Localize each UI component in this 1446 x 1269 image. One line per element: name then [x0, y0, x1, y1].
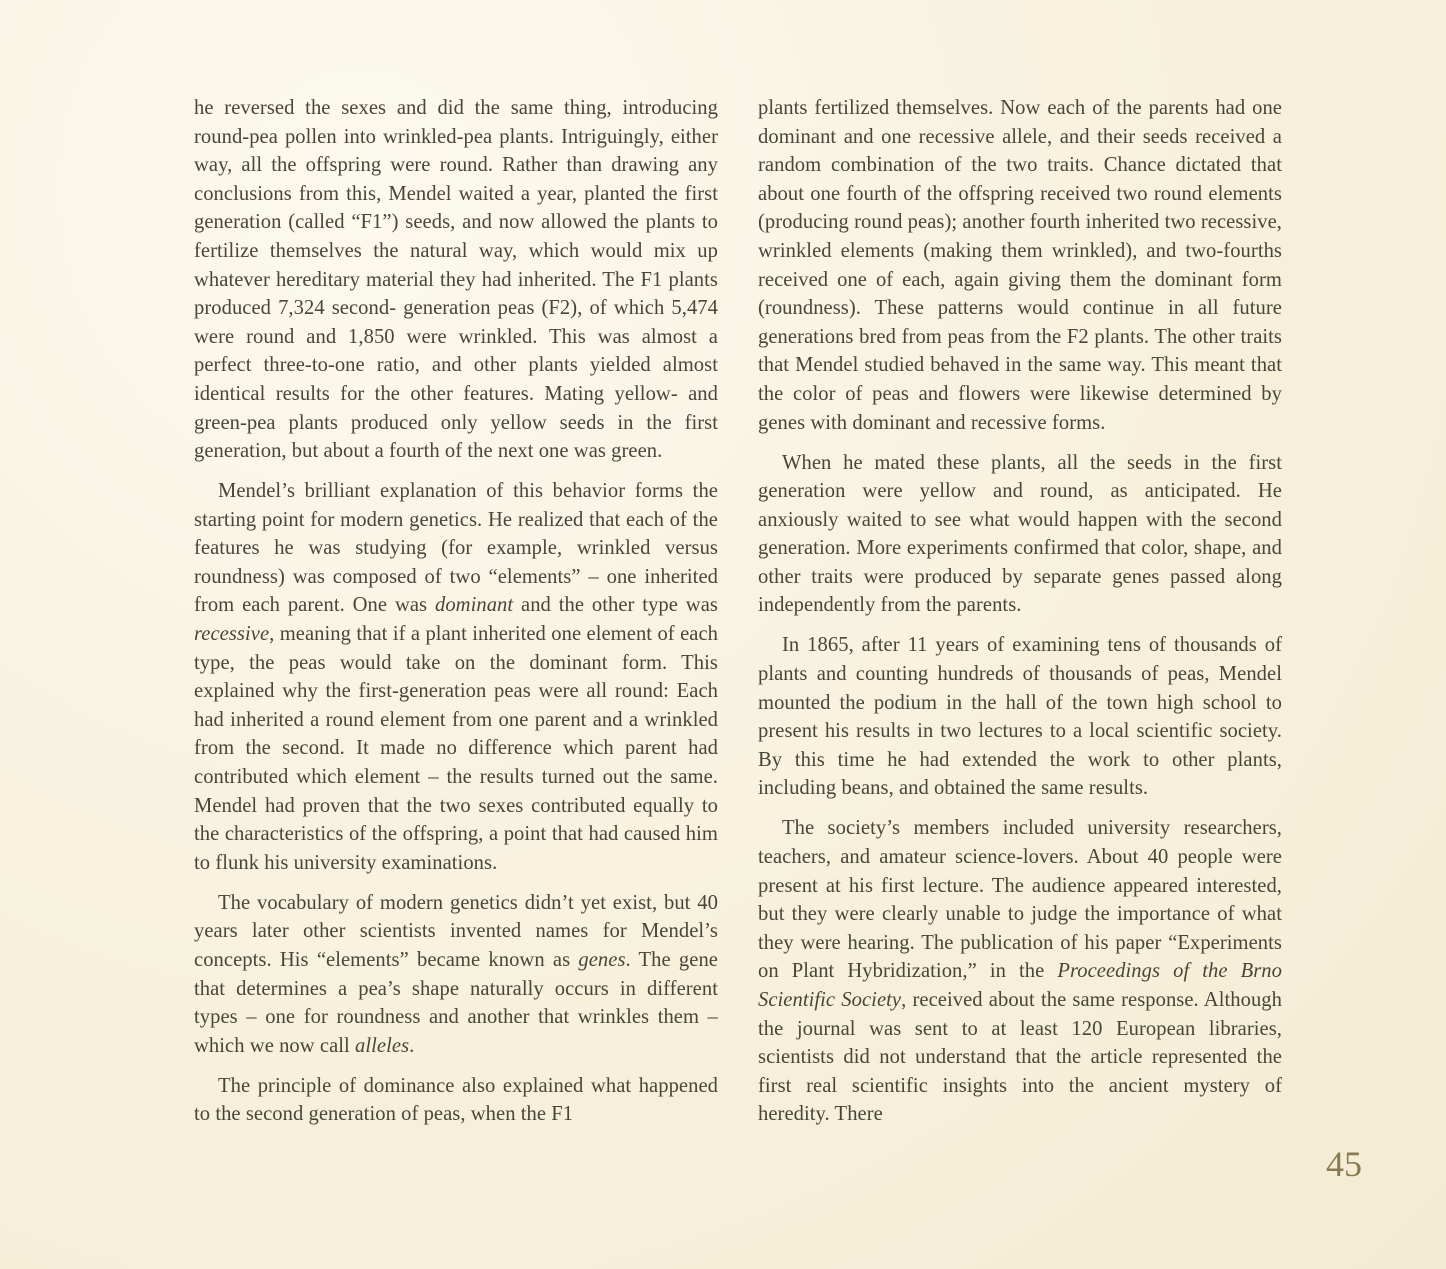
- paragraph-text: When he mated these plants, all the seeds in the first generation were yellow and round, as anticipated. He anxiously waited to see what would happen with the second generation. More experiments confirmed that color, shape, and other traits were produced by separate genes passed along independently from the parents.: [758, 451, 1282, 617]
- paragraph-dominance: [194, 1072, 718, 1129]
- paragraph-1865: [758, 631, 1282, 803]
- paragraph-mendel-explanation: [194, 477, 718, 877]
- journal-title: Proceedings of the Brno Scientific Society: [758, 960, 1282, 1011]
- term-recessive: recessive: [194, 623, 270, 646]
- paragraph-text: In 1865, after 11 years of examining tens of thousands of plants and counting hundreds of thousands of peas, Mendel mounted the podium in the hall of the town high school to present his results in two lectures to a local scientific society. By this time he had extended the work to other plants, including beans, and obtained the same results.: [758, 634, 1282, 800]
- left-text-column: [194, 94, 718, 1140]
- term-alleles: alleles: [355, 1034, 410, 1057]
- term-dominant: dominant: [434, 594, 514, 617]
- paragraph-text: and the other type was: [513, 594, 718, 617]
- paragraph-mating: [758, 449, 1282, 621]
- page-number: 45: [1326, 1144, 1362, 1184]
- right-text-column: [758, 94, 1282, 1140]
- paragraph-vocabulary: [194, 889, 718, 1061]
- paragraph-text: , received about the same response. Although the journal was sent to at least 120 European libraries, scientists did not understand that the article represented the first real scientific insights into the ancient mystery of heredity. There: [758, 988, 1282, 1126]
- paragraph-text: he reversed the sexes and did the same thing, introducing round-pea pollen into wrinkled-pea plants. Intriguingly, either way, all the offspring were round. Rather than drawing any conclusions from this, Mendel waited a year, planted the first generation (called “F1”) seeds, and now allowed the plants to fertilize themselves the natural way, which would mix up whatever hereditary material they had inherited. The F1 plants produced 7,324 second- generation peas (F2), of which 5,474 were round and 1,850 were wrinkled. This was almost a perfect three-to-one ratio, and other plants yielded almost identical results for the other features. Mating yellow- and green-pea plants produced only yellow seeds in the first generation, but about a fourth of the next one was green.: [194, 97, 718, 463]
- paragraph-continued: [758, 94, 1282, 437]
- term-genes: genes: [578, 949, 626, 971]
- paragraph-text: The society’s members included university researchers, teachers, and amateur science-lovers. About 40 people were present at his first lecture. The audience appeared interested, but they were clearly unable to judge the importance of what they were hearing. The publication of his paper “Experiments on Plant Hybridization,” in the: [758, 817, 1282, 983]
- paragraph-text: plants fertilized themselves. Now each of the parents had one dominant and one recessive allele, and their seeds received a random combination of the two traits. Chance dictated that about one fourth of the offspring received two round elements (producing round peas); another fourth inherited two recessive, wrinkled elements (making them wrinkled), and two-fourths received one of each, again giving them the dominant form (roundness). These patterns would continue in all future generations bred from peas from the F2 plants. The other traits that Mendel studied behaved in the same way. This meant that the color of peas and flowers were likewise determined by genes with dominant and recessive forms.: [758, 97, 1282, 434]
- paragraph-text: The vocabulary of modern genetics didn’t yet exist, but 40 years later other scientists invented names for Mendel’s concepts. His “elements” became known as: [194, 891, 718, 971]
- paragraph-society: [758, 814, 1282, 1129]
- paragraph-text: , meaning that if a plant inherited one element of each type, the peas would take on the dominant form. This explained why the first-generation peas were all round: Each had inherited a round element from one parent and a wrinkled from the second. It made no difference which parent had contributed which element – the results turned out the same. Mendel had proven that the two sexes contributed equally to the characteristics of the offspring, a point that had caused him to flunk his university examinations.: [194, 623, 718, 874]
- paragraph-text: The principle of dominance also explained what happened to the second generation of peas, when the F1: [194, 1074, 718, 1126]
- paragraph-text: Mendel’s brilliant explanation of this behavior forms the starting point for modern genetics. He realized that each of the features he was studying (for example, wrinkled versus roundness) was composed of two “elements” – one inherited from each parent. One was: [194, 480, 718, 617]
- paragraph-text: .: [409, 1034, 415, 1057]
- paragraph-continued: [194, 94, 718, 466]
- paragraph-text: . The gene that determines a pea’s shape naturally occurs in different types – one for roundness and another that wrinkles them – which we now call: [194, 949, 718, 1057]
